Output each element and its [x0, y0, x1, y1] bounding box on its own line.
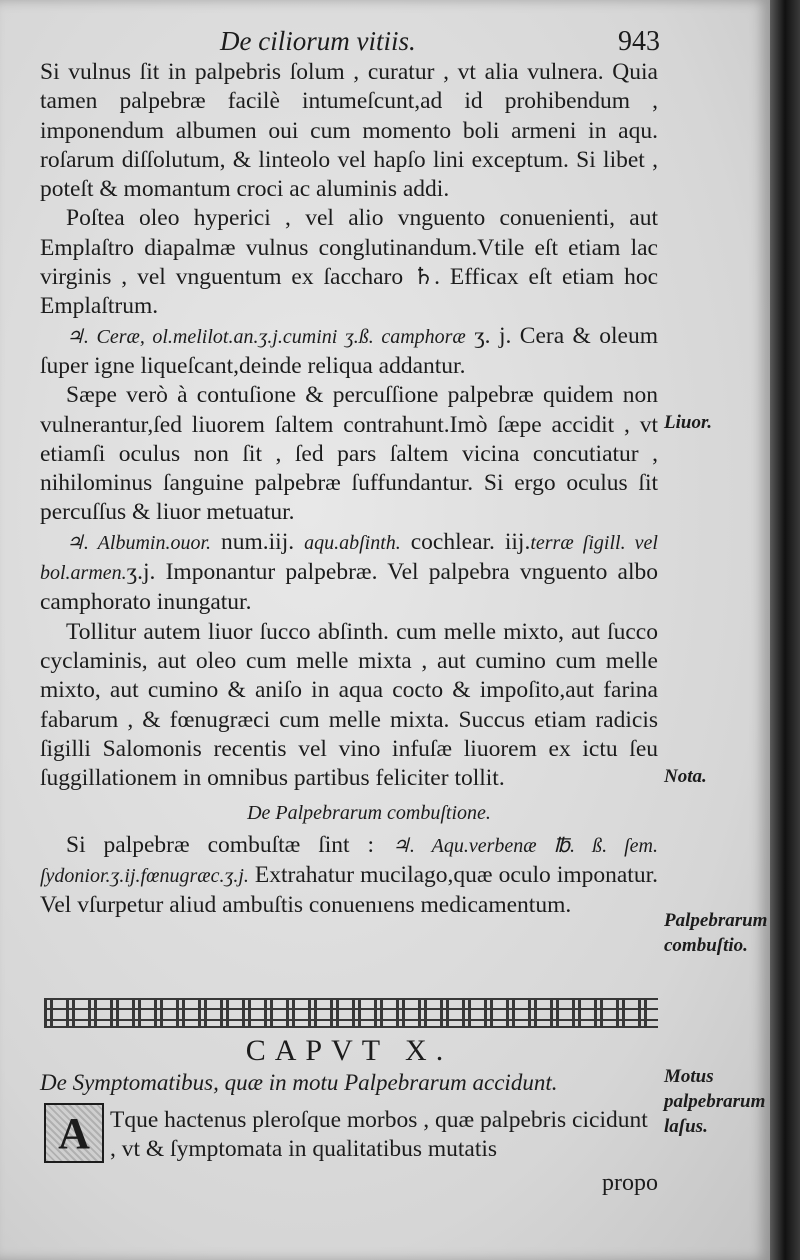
- page-header: [40, 22, 660, 58]
- recipe-emplastrum: [40, 322, 658, 382]
- chapter-title: CAPVT X.: [245, 1034, 453, 1067]
- recipe-part: terræ ſigill. vel bol.armen.: [40, 531, 658, 585]
- main-text: [40, 58, 658, 921]
- running-title: De ciliorum vitiis.: [220, 26, 416, 56]
- recipe-part: num.iij.: [211, 528, 305, 555]
- paragraph-postea: Poſtea oleo hyperici , vel alio vnguento conuenienti, aut Emplaſtro diapalmæ vulnus conglutinandum.Vtile eſt etiam lac virginis , vel vnguentum ex ſaccharo ♄. Efficax eſt etiam hoc Emplaſtrum.: [40, 205, 658, 320]
- combustae-recipe: ♃. Aqu.verbenæ ℔. ß. ſem. ſydonior.ʒ.ij.fœnugræc.ʒ.j.: [40, 834, 659, 888]
- margin-note-nota: Nota.: [664, 766, 707, 787]
- margin-note-motus: Motus palpebrarum laſus.: [664, 1066, 766, 1137]
- decorative-ornament-band: [44, 998, 658, 1028]
- recipe-instructions: ʒ. j. Cera & oleum ſuper igne liqueſcant,deinde reliqua addantur.: [40, 322, 659, 379]
- paragraph-combustae: [40, 831, 658, 921]
- catchword: propo: [602, 1170, 658, 1196]
- margin-note-palpebrarum: Palpebrarum combuſtio.: [664, 910, 768, 956]
- recipe-part: aqu.abſinth.: [304, 531, 401, 554]
- chapter-opening-text: Tque hactenus pleroſque morbos , quæ palpebris cicidunt , vt & ſymptomata in qualitatibus mutatis: [110, 1107, 648, 1163]
- section-subheading: De Palpebrarum combuſtione.: [247, 802, 491, 825]
- recipe-part: cochlear. iij.: [400, 528, 531, 555]
- recipe-part: ʒ.j. Imponantur palpebræ. Vel palpebra vnguento albo camphorato inungatur.: [40, 559, 658, 616]
- page-number: 943: [618, 26, 660, 57]
- recipe-albumin: [40, 528, 658, 618]
- combustae-instructions: Extrahatur mucilago,quæ oculo imponatur. Vel vſurpetur aliud ambuſtis conuenıens medicamentum.: [40, 862, 658, 919]
- paragraph-tollitur: Tollitur autem liuor ſucco abſinth. cum melle mixto, aut ſucco cyclaminis, aut oleo cum melle mixta , aut cumino cum melle mixto, aut cumino & aniſo in aqua cocto & impoſito,aut farina fabarum , & fœnugræci cum melle mixta. Succus etiam radicis ſigilli Salomonis recentis vel vino infuſæ liuorem ex ictu ſeu ſuggillationem in omnibus partibus feliciter tollit.: [40, 618, 658, 792]
- combustae-text: Si palpebræ combuſtæ ſint :: [66, 831, 392, 858]
- paragraph-vulnus: Si vulnus ſit in palpebris ſolum , curatur , vt alia vulnera. Quia tamen palpebræ facilè intumeſcunt,ad id prohibendum , imponendum albumen oui cum momento boli armeni in aqu. roſarum diſſolutum, & linteolo vel hapſo lini exceptum. Si libet , poteſt & momantum croci ac aluminis addi.: [40, 59, 658, 203]
- recipe-part: ♃. Albumin.ouor.: [66, 531, 212, 554]
- paragraph-contusione: Sæpe verò à contuſione & percuſſione palpebræ quidem non vulnerantur,ſed liuorem ſaltem contrahunt.Imò ſæpe accidit , vt etiamſi oculus non ſit , ſed pars ſaltem vicina concutiatur , nihilominus ſanguine palpebræ ſuffundantur. Si ergo oculus ſit percuſſus & liuor metuatur.: [40, 382, 658, 526]
- recipe-ingredients: ♃. Ceræ, ol.melilot.an.ʒ.j.cumini ʒ.ß. camphoræ: [66, 325, 466, 348]
- book-binding-edge: [770, 0, 800, 1260]
- margin-note-liuor: Liuor.: [664, 412, 713, 433]
- decorated-initial: A: [44, 1103, 104, 1163]
- chapter-subtitle: De Symptomatibus, quæ in motu Palpebrarum accidunt.: [40, 1070, 558, 1095]
